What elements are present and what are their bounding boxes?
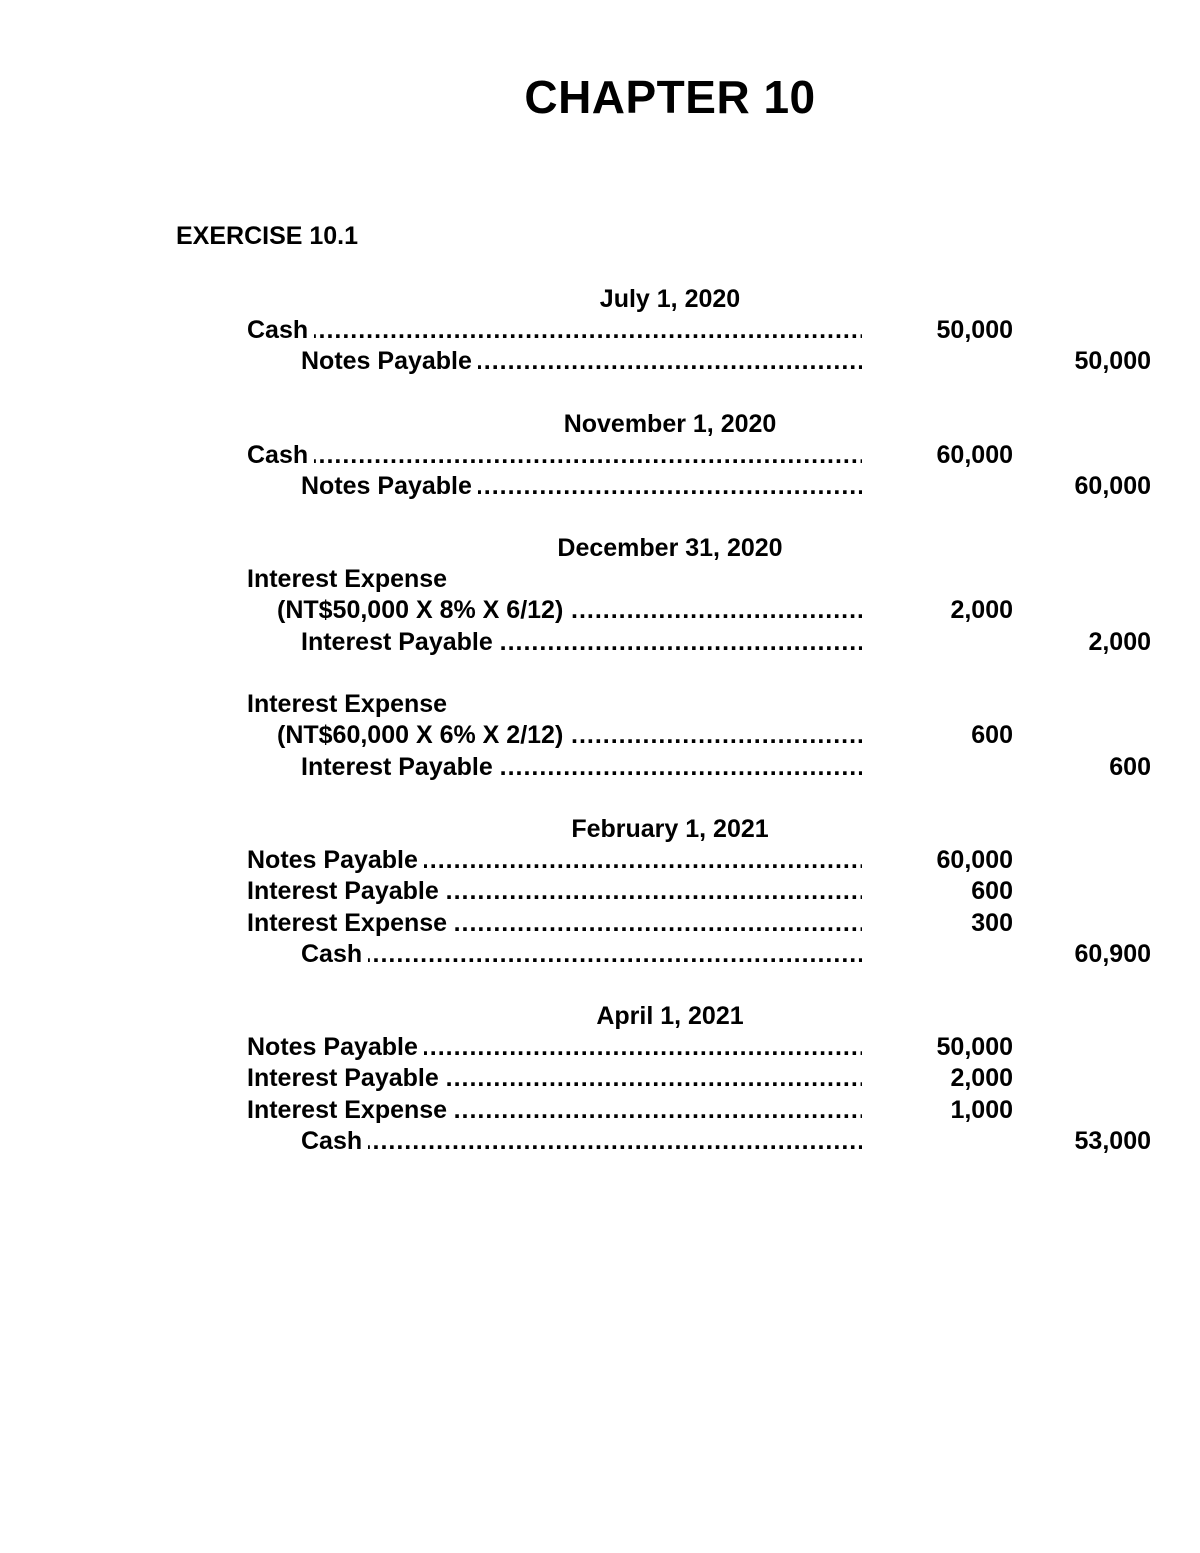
- journal-line: [0, 1063, 1200, 1094]
- account-cell: [247, 845, 862, 876]
- account-cell: [247, 1095, 862, 1126]
- account-cell: [247, 440, 862, 471]
- account-name: (NT$50,000 X 8% X 6/12): [277, 596, 569, 624]
- account-name: Interest Payable: [301, 753, 499, 781]
- account-cell: [247, 876, 862, 907]
- account-cell: [301, 939, 862, 970]
- journal-line: [0, 1032, 1200, 1063]
- journal-line: [0, 471, 1200, 502]
- journal-line: [0, 440, 1200, 471]
- journal-line: [0, 845, 1200, 876]
- account-name: Interest Payable: [301, 628, 499, 656]
- credit-amount: 2,000: [1088, 627, 1151, 656]
- journal-entry: [0, 814, 1200, 970]
- account-cell: [301, 627, 862, 658]
- account-name: Notes Payable: [247, 1033, 424, 1061]
- debit-amount: 2,000: [950, 1064, 1013, 1093]
- account-cell: [247, 315, 862, 346]
- debit-amount: 2,000: [950, 596, 1013, 625]
- debit-amount: 300: [971, 908, 1013, 937]
- debit-amount: 1,000: [950, 1095, 1013, 1124]
- account-name: Cash: [301, 940, 368, 968]
- account-name: Notes Payable: [301, 347, 478, 375]
- chapter-title: CHAPTER 10: [524, 71, 816, 123]
- journal-line: [0, 939, 1200, 970]
- credit-amount: 60,000: [1074, 471, 1151, 500]
- journal-entries: [0, 284, 1200, 1188]
- debit-amount: 50,000: [936, 1033, 1013, 1062]
- journal-entry: [0, 533, 1200, 658]
- debit-amount: 60,000: [936, 440, 1013, 469]
- journal-line: [0, 689, 1200, 720]
- account-cell: [247, 564, 862, 595]
- account-cell: [277, 720, 862, 751]
- account-cell: [301, 346, 862, 377]
- journal-line: [0, 1126, 1200, 1157]
- debit-amount: 60,000: [936, 845, 1013, 874]
- account-name: (NT$60,000 X 6% X 2/12): [277, 721, 569, 749]
- account-name: Interest Expense: [247, 565, 451, 593]
- account-cell: [247, 1063, 862, 1094]
- entry-date: November 1, 2020: [563, 409, 777, 438]
- journal-line: [0, 627, 1200, 658]
- entry-date: December 31, 2020: [557, 534, 783, 563]
- credit-amount: 53,000: [1074, 1127, 1151, 1156]
- journal-line: [0, 564, 1200, 595]
- account-cell: [301, 1126, 862, 1157]
- account-name: Cash: [247, 441, 314, 469]
- journal-line: [0, 595, 1200, 626]
- account-name: Notes Payable: [301, 472, 478, 500]
- debit-amount: 600: [971, 721, 1013, 750]
- journal-line: [0, 720, 1200, 751]
- journal-entry: [0, 1001, 1200, 1157]
- debit-amount: 50,000: [936, 316, 1013, 344]
- journal-line: [0, 876, 1200, 907]
- account-cell: [247, 1032, 862, 1063]
- account-name: Cash: [247, 316, 314, 344]
- account-cell: [301, 471, 862, 502]
- entry-date: February 1, 2021: [571, 814, 769, 843]
- journal-line: [0, 1095, 1200, 1126]
- debit-amount: 600: [971, 877, 1013, 906]
- account-cell: [247, 908, 862, 939]
- account-name: Notes Payable: [247, 846, 424, 874]
- account-cell: [247, 689, 862, 720]
- exercise-title: EXERCISE 10.1: [176, 222, 359, 250]
- credit-amount: 60,900: [1074, 939, 1151, 968]
- account-name: Interest Payable: [247, 1064, 445, 1092]
- account-name: Interest Expense: [247, 909, 453, 937]
- entry-date: July 1, 2020: [599, 285, 741, 313]
- journal-entry: [0, 409, 1200, 503]
- credit-amount: 600: [1109, 752, 1151, 781]
- journal-line: [0, 315, 1200, 346]
- journal-entry: [0, 689, 1200, 783]
- credit-amount: 50,000: [1074, 347, 1151, 376]
- journal-line: [0, 908, 1200, 939]
- journal-entry: [0, 284, 1200, 378]
- account-cell: [301, 752, 862, 783]
- account-name: Interest Payable: [247, 877, 445, 905]
- account-name: Cash: [301, 1127, 368, 1155]
- journal-line: [0, 752, 1200, 783]
- account-cell: [277, 595, 862, 626]
- entry-date: April 1, 2021: [596, 1002, 744, 1031]
- account-name: Interest Expense: [247, 1096, 453, 1124]
- journal-line: [0, 346, 1200, 377]
- account-name: Interest Expense: [247, 690, 451, 718]
